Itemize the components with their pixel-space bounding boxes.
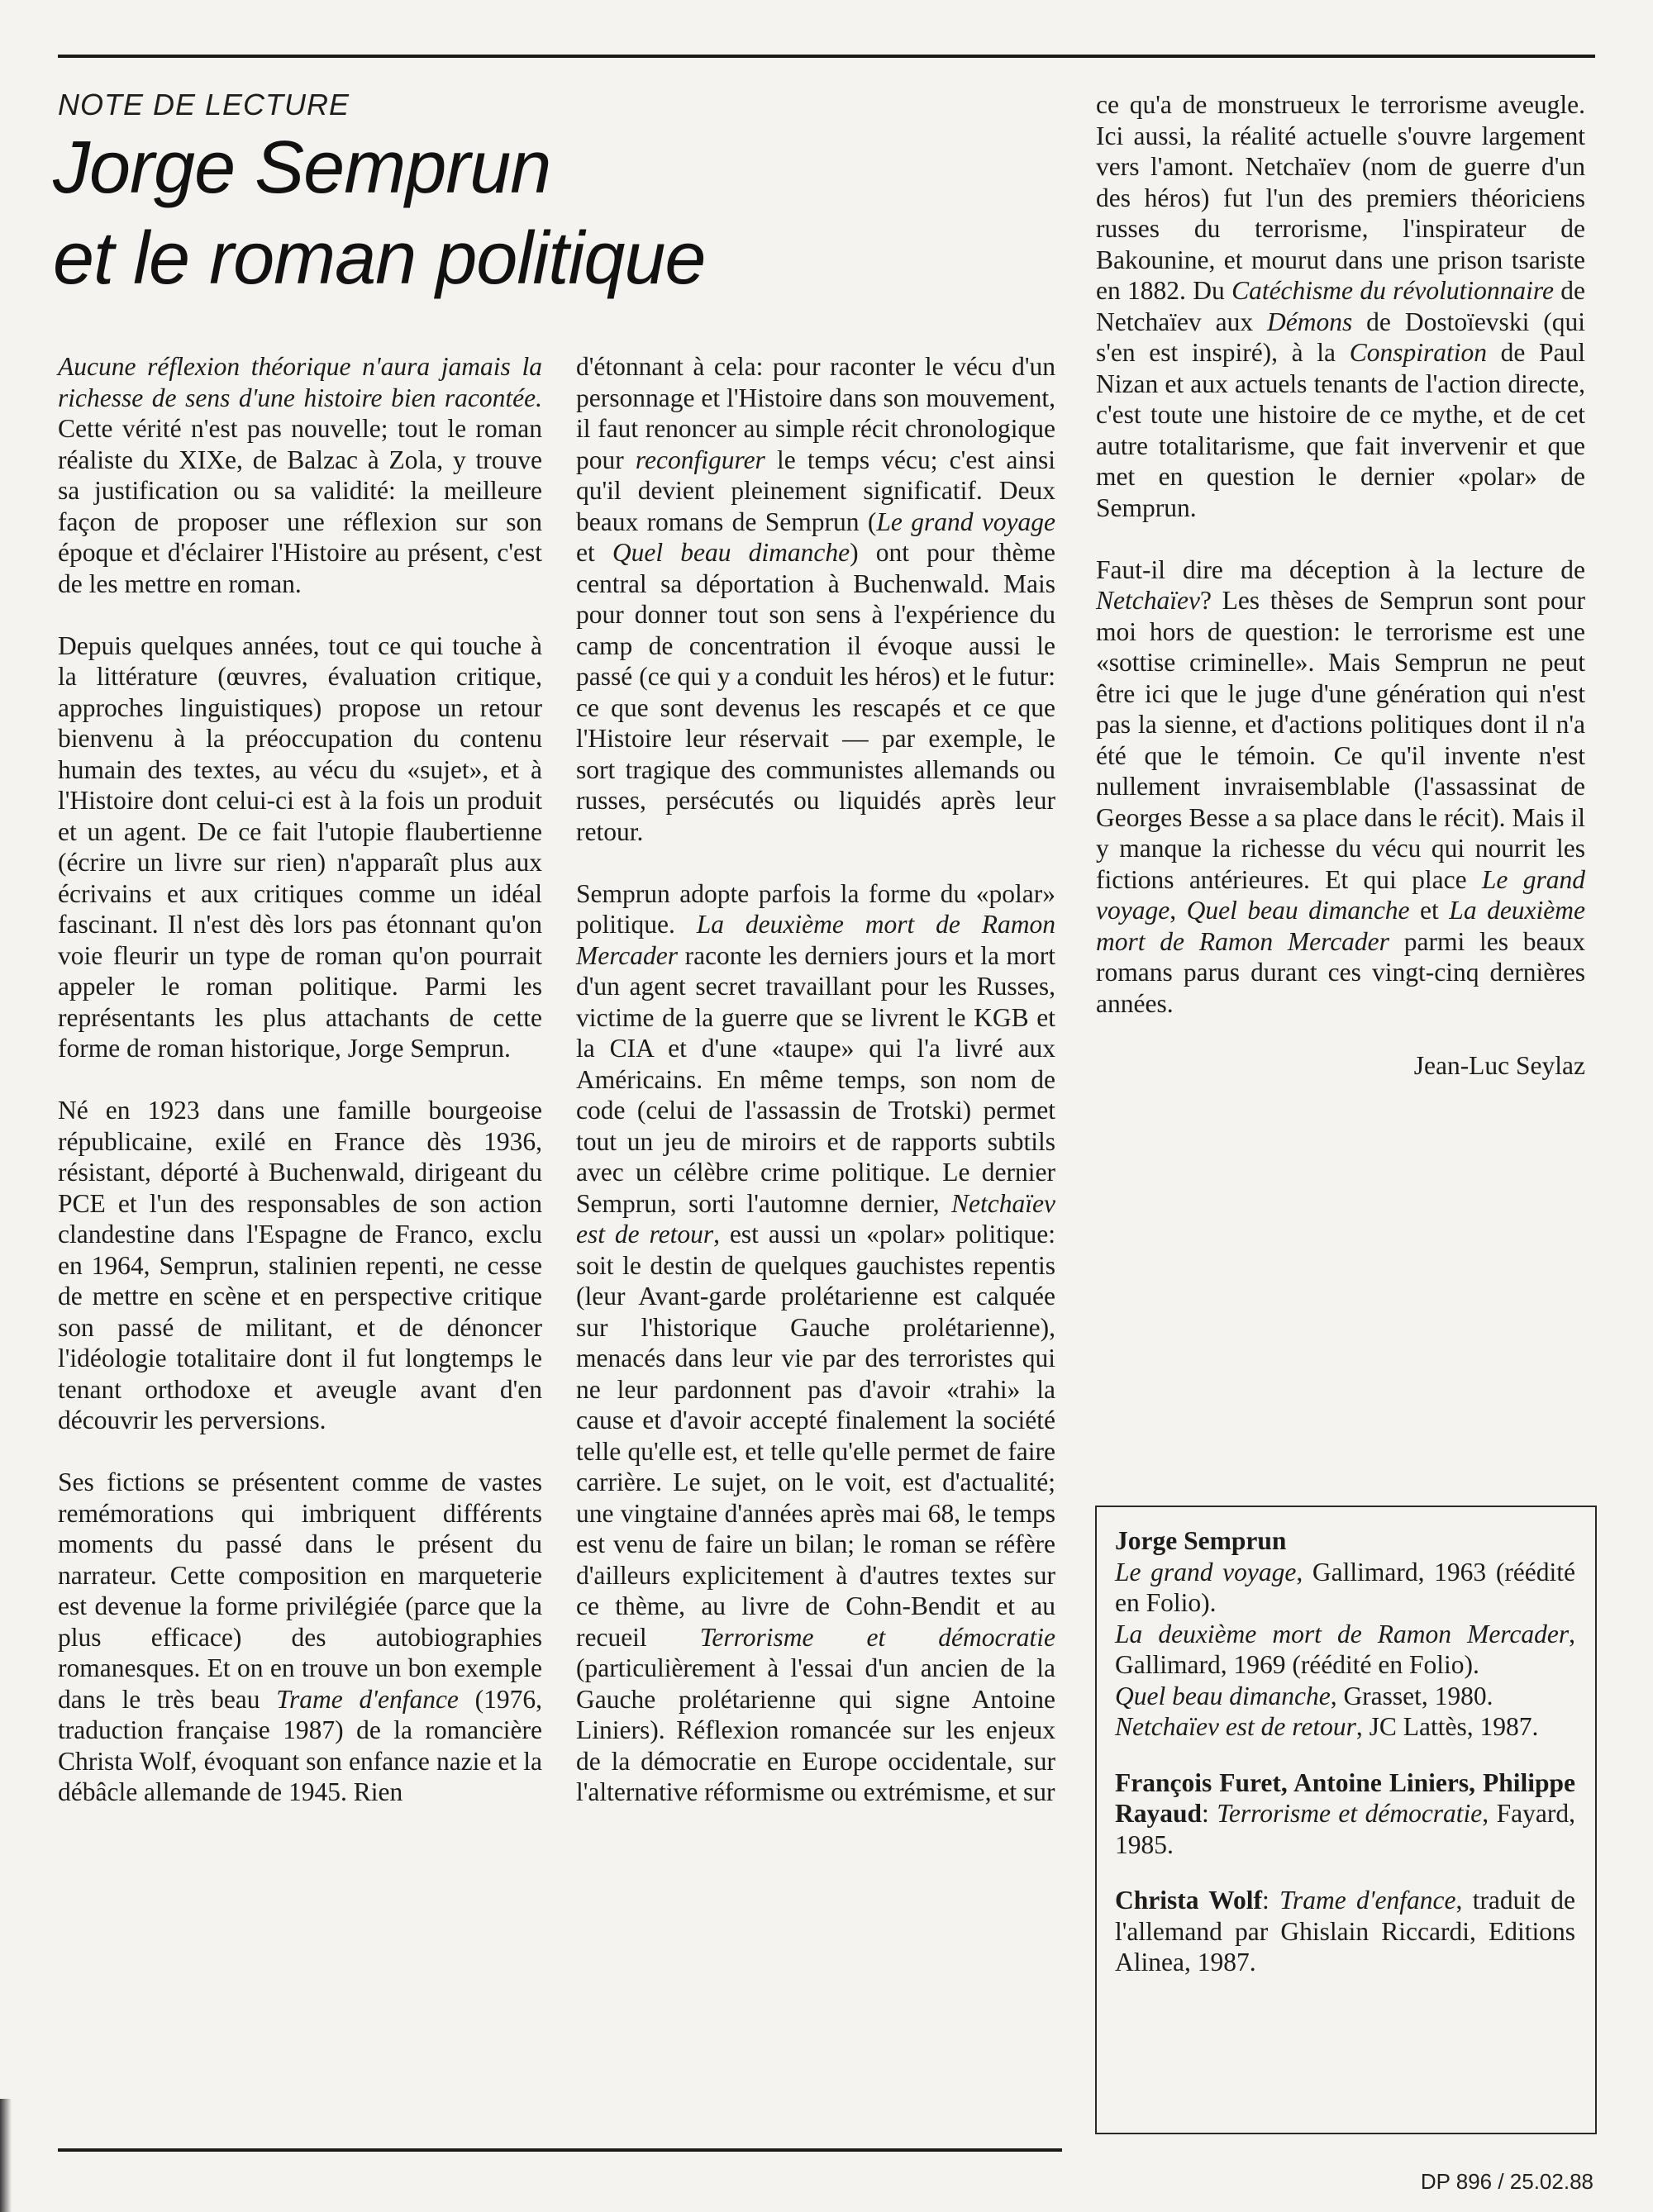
page-folio: DP 896 / 25.02.88 [1420,2169,1593,2194]
text-run: de Paul Nizan et aux actuels tenants de l'action directe, c'est toute une histoire de ce mythe, et de cet autre totalitarisme, que fait invervenir et que met en question le dernier «polar» de Semprun. [1096,338,1586,522]
text-run: de Dostoïevski (qui s'en est inspiré), à la [1096,307,1585,367]
text-column-1 [58,351,542,1808]
section-kicker: NOTE DE LECTURE [58,88,350,121]
bottom-rule [58,2148,1062,2152]
text-run: de Netchaïev aux [1096,276,1586,336]
text-run: (particulièrement à l'essai d'un ancien de la Gauche prolétarienne qui signe Antoine Liniers). Réflexion romancée sur les enjeux de la démocratie en Europe occidentale, sur l'alternative réformisme ou extrémisme, et sur [576,1653,1055,1806]
book-title: La deuxième mort de Ramon Mercader [1096,896,1585,956]
bibliography-author: Christa Wolf [1115,1886,1263,1915]
book-title: Quel beau dimanche [612,538,850,567]
bibliography-entry [1115,1885,1575,1978]
top-rule [58,55,1595,58]
paragraph [58,1467,542,1808]
book-title: La deuxième mort de Ramon Mercader [576,910,1055,970]
bibliography-author: François Furet, Antoine Liniers, Philippe Rayaud [1115,1767,1575,1828]
text-run: Semprun adopte parfois la forme du «polar» politique. [576,878,1055,939]
book-title: Quel beau dimanche [1115,1681,1331,1710]
book-title: Trame d'enfance [1279,1886,1456,1915]
book-title: Catéchisme du révolutionnaire [1231,276,1554,305]
text-run: Ses fictions se présentent comme de vastes remémorations qui imbriquent différents moments du passé dans le présent du narrateur. Cette composition en marqueterie est devenue la forme privilégiée (parce que la plus efficace) des autobiographies romanesques. Et on en trouve un bon exemple dans le très beau [58,1468,542,1714]
paragraph [1096,89,1585,523]
text-run: et [576,538,612,567]
book-title: Terrorisme et démocratie [699,1622,1055,1652]
paragraph [576,351,1055,847]
text-run: parmi les beaux romans parus durant ces vingt-cinq dernières années. [1096,926,1585,1018]
text-run: , [1169,896,1187,925]
book-title: Terrorisme et démocratie [1217,1799,1483,1828]
text-run: d'étonnant à cela: pour raconter le vécu d'un personnage et l'Histoire dans son mouvement, il faut renoncer au simple récit chronologique pour [576,352,1055,474]
book-title: La deuxième mort de Ramon Mercader [1115,1619,1570,1648]
text-run: , est aussi un «polar» politique: soit le destin de quelques gauchistes repentis (leur Avant-garde prolétarienne est calquée sur l'historique Gauche prolétarienne), menacés dans leur vie par des terroristes qui ne leur pardonnent pas d'avoir «trahi» la cause et d'avoir accepté finalement la société telle qu'elle est, et telle qu'elle permet de faire carrière. Le sujet, on le voit, est d'actualité; une vingtaine d'années après mai 68, le temps est venu de faire un bilan; le roman se réfère d'ailleurs explicitement à d'autres textes sur ce thème, au livre de Cohn-Bendit et au recueil [576,1220,1055,1652]
text-run: ce qu'a de monstrueux le terrorisme aveugle. Ici aussi, la réalité actuelle s'ouvre largement vers l'amont. Netchaïev (nom de guerre d'un des héros) fut l'un des premiers théoriciens russes du terrorisme, l'inspirateur de Bakounine, et mourut dans une prison tsariste en 1882. Du [1096,90,1585,305]
book-title: Netchaïev est de retour [576,1188,1055,1249]
paragraph [1096,554,1585,1020]
article-title [53,122,705,304]
book-title: Quel beau dimanche [1186,896,1410,925]
text-run: Faut-il dire ma déception à la lecture de [1096,554,1585,584]
text-run: ? Les thèses de Semprun sont pour moi hors de question: le terrorisme est une «sottise criminelle». Mais Semprun ne peut être ici que le juge d'une génération qui n'est pas la sienne, et d'actions politiques dont il n'a été que le témoin. Ce qu'il invente n'est nullement invraisemblable (l'assassinat de Georges Besse a sa place dans le récit). Mais il y manque la richesse du vécu qui nourrit les fictions antérieures. Et qui place [1096,586,1585,894]
title-line-2: et le roman politique [53,217,706,300]
bibliography-entry [1115,1767,1575,1861]
paragraph: Depuis quelques années, tout ce qui touche à la littérature (œuvres, évaluation critique, approches linguistiques) propose un retour bienvenu à la préoccupation du contenu humain des textes, au vécu du «sujet», et à l'Histoire dont celui-ci est à la fois un produit et un agent. De ce fait l'utopie flaubertienne (écrire un livre sur rien) n'apparaît plus aux écrivains et aux critiques comme un idéal fascinant. Il n'est dès lors pas étonnant qu'on voie fleurir un type de roman qu'on pourrait appeler le roman politique. Parmi les représentants les plus attachants de cette forme de roman historique, Jorge Semprun. [58,630,542,1063]
book-title: Le grand voyage [876,507,1056,536]
text-run: Cette vérité n'est pas nouvelle; tout le roman réaliste du XIXe, de Balzac à Zola, y trouve sa justification ou sa validité: la meilleure façon de proposer une réflexion sur son époque et d'éclairer l'Histoire au présent, c'est de les mettre en roman. [58,414,542,598]
emphasis: reconfigurer [635,445,765,474]
book-title: Démons [1267,307,1353,336]
book-title: Netchaïev [1096,586,1200,615]
book-title: Le grand voyage [1115,1557,1297,1586]
text-run: raconte les derniers jours et la mort d'un agent secret travaillant pour les Russes, victime de la guerre que se livrent le KGB et la CIA et d'une «taupe» qui l'a livré aux Américains. En même temps, son nom de code (celui de l'assassin de Trotski) permet tout un jeu de miroirs et de rapports subtils avec un célèbre crime politique. Le dernier Semprun, sorti l'automne dernier, [576,940,1055,1218]
text-run: et [1409,896,1450,925]
book-title: Le grand voyage [1096,864,1586,925]
scan-edge-shadow [0,2099,12,2212]
text-run: , Gallimard, 1969 (réédité en Folio). [1115,1619,1575,1679]
book-title: Trame d'enfance [276,1684,459,1714]
bibliography-author: Jorge Semprun [1115,1526,1287,1555]
bibliography-box [1095,1506,1597,2134]
text-run: le temps vécu; c'est ainsi qu'il devient pleinement significatif. Deux beaux romans de Semprun ( [576,445,1055,536]
text-run: , traduit de l'allemand par Ghislain Riccardi, Editions Alinea, 1987. [1115,1886,1576,1977]
book-title: Netchaïev est de retour [1115,1712,1356,1741]
text-run: , JC Lattès, 1987. [1355,1712,1539,1741]
text-run: , Grasset, 1980. [1330,1681,1493,1710]
bibliography-entry [1115,1525,1575,1743]
title-line-1: Jorge Semprun [53,126,551,209]
text-run: ) ont pour thème central sa déportation à Buchenwald. Mais pour donner tout son sens à l'expérience du camp de concentration il évoque aussi le passé (ce qui y a conduit les héros) et le futur: ce que sont devenus les rescapés et ce que l'Histoire leur réservait — par exemple, le sort tragique des communistes allemands ou russes, persécutés ou liquidés après leur retour. [576,538,1055,846]
author-signature: Jean-Luc Seylaz [1413,1050,1585,1080]
paragraph [576,878,1055,1808]
text-run: : [1262,1886,1280,1915]
text-run: : [1202,1799,1217,1828]
paragraph: Né en 1923 dans une famille bourgeoise républicaine, exilé en France dès 1936, résistant, déporté à Buchenwald, dirigeant du PCE et l'un des responsables de son action clandestine dans l'Espagne de Franco, exclu en 1964, Semprun, stalinien repenti, ne cesse de mettre en scène et en perspective critique son passé de militant, et de dénoncer l'idéologie totalitaire dont il fut longtemps le tenant orthodoxe et aveugle avant d'en découvrir les perversions. [58,1096,542,1434]
lead-italic: Aucune réflexion théorique n'aura jamais la richesse de sens d'une histoire bien racontée. [58,352,542,412]
text-run: (1976, traduction française 1987) de la romancière Christa Wolf, évoquant son enfance nazie et la débâcle allemande de 1945. Rien [58,1684,542,1806]
text-run: , Fayard, 1985. [1115,1799,1575,1859]
text-column-3 [1096,89,1585,1081]
book-title: Conspiration [1349,338,1487,367]
paragraph [58,351,542,599]
text-run: , Gallimard, 1963 (réédité en Folio). [1115,1557,1576,1617]
text-column-2 [576,351,1055,1808]
